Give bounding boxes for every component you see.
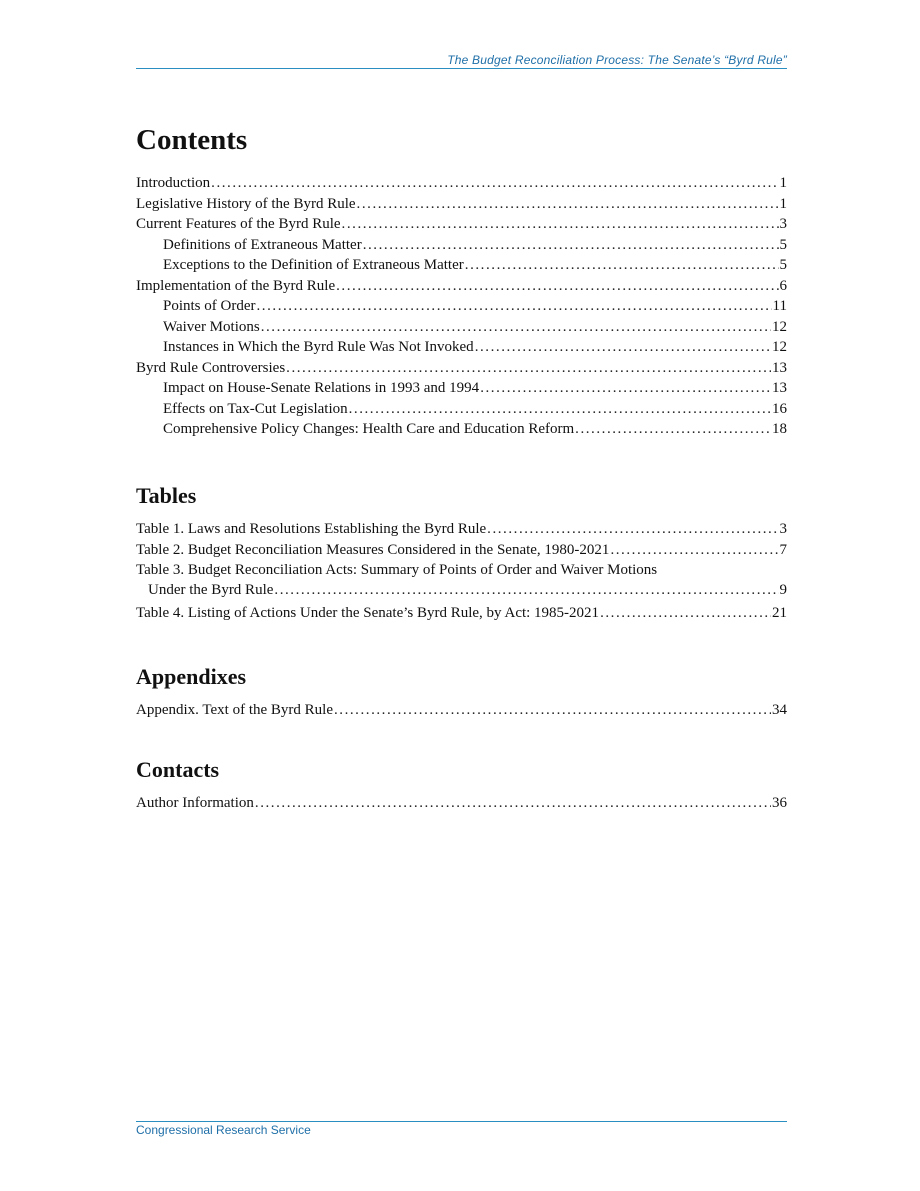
toc-entry-label: Table 1. Laws and Resolutions Establishing the Byrd Rule — [136, 521, 487, 537]
dot-leader — [363, 235, 779, 255]
toc-entry-label: Current Features of the Byrd Rule — [136, 216, 341, 232]
toc-entry[interactable] — [136, 296, 787, 317]
toc-entry-label: Instances in Which the Byrd Rule Was Not Invoked — [163, 339, 474, 355]
dot-leader — [357, 194, 779, 214]
toc-entry-label: Table 2. Budget Reconciliation Measures Considered in the Senate, 1980-2021 — [136, 541, 610, 558]
toc-entry-label: Comprehensive Policy Changes: Health Care and Education Reform — [163, 421, 575, 437]
dot-leader — [334, 700, 771, 720]
toc-entry-label: Implementation of the Byrd Rule — [136, 277, 336, 294]
toc-entry-page: 5 — [779, 257, 787, 273]
appendixes-list — [136, 700, 787, 721]
toc-entry-label: Legislative History of the Byrd Rule — [136, 195, 356, 212]
dot-leader — [336, 276, 778, 296]
toc-entry-page: 11 — [772, 298, 787, 314]
toc-entry[interactable] — [136, 235, 787, 256]
footer-divider — [136, 1121, 787, 1122]
toc-entry-page: 5 — [779, 236, 787, 253]
dot-leader — [465, 255, 779, 275]
toc-entry[interactable] — [136, 793, 787, 814]
toc-entry-label: Impact on House-Senate Relations in 1993 and 1994 — [163, 380, 480, 396]
toc-entry-label: Points of Order — [163, 298, 256, 314]
toc-entry-label-continued: Under the Byrd Rule — [148, 582, 274, 598]
toc-entry[interactable] — [136, 194, 787, 215]
toc-entry[interactable] — [136, 358, 787, 379]
toc-entry[interactable] — [136, 540, 787, 561]
dot-leader — [610, 540, 778, 560]
running-header: The Budget Reconciliation Process: The Senate’s “Byrd Rule” — [447, 53, 787, 67]
dot-leader — [274, 580, 778, 600]
toc-entry-page: 13 — [772, 380, 787, 396]
toc-entry-label: Effects on Tax-Cut Legislation — [163, 400, 348, 417]
toc-entry-page: 16 — [772, 400, 787, 417]
contacts-list — [136, 793, 787, 814]
toc-entry[interactable] — [136, 700, 787, 721]
dot-leader — [261, 317, 771, 337]
toc-entry-label: Waiver Motions — [163, 318, 260, 335]
toc-entry[interactable] — [136, 378, 787, 399]
toc-entry-page: 9 — [779, 582, 787, 598]
dot-leader — [349, 399, 771, 419]
toc-entry[interactable] — [136, 173, 787, 194]
toc-entry-page: 13 — [772, 359, 787, 376]
toc-entry[interactable] — [136, 519, 787, 540]
dot-leader — [286, 358, 771, 378]
toc-entry-page: 21 — [772, 605, 787, 621]
dot-leader — [600, 603, 771, 623]
appendixes-heading: Appendixes — [136, 664, 247, 689]
dot-leader — [475, 337, 771, 357]
tables-list — [136, 519, 787, 624]
toc-entry-page: 34 — [772, 702, 787, 718]
header-divider — [136, 68, 787, 69]
toc-entry-label: Table 4. Listing of Actions Under the Senate’s Byrd Rule, by Act: 1985-2021 — [136, 605, 600, 621]
toc-entry-label: Author Information — [136, 795, 254, 811]
contacts-heading: Contacts — [136, 757, 220, 782]
dot-leader — [257, 296, 772, 316]
toc-entry-page: 7 — [779, 541, 787, 558]
toc-entry[interactable] — [136, 276, 787, 297]
toc-entry-label: Introduction — [136, 175, 211, 191]
toc-entry-page: 1 — [779, 175, 787, 191]
toc-entry-page: 1 — [779, 195, 787, 212]
toc-entry-page: 3 — [779, 521, 787, 537]
toc-entry-page: 18 — [772, 421, 787, 437]
toc-entry-page: 12 — [772, 318, 787, 335]
toc-entry[interactable] — [136, 560, 787, 600]
toc-entry-page: 12 — [772, 339, 787, 355]
footer-org: Congressional Research Service — [136, 1123, 311, 1137]
dot-leader — [575, 419, 771, 439]
toc-entry[interactable] — [136, 337, 787, 358]
dot-leader — [255, 793, 771, 813]
toc-entry[interactable] — [136, 317, 787, 338]
toc-entry-label: Byrd Rule Controversies — [136, 359, 286, 376]
toc-entry-label: Definitions of Extraneous Matter — [163, 236, 362, 253]
contents-list — [136, 173, 787, 440]
toc-entry[interactable] — [136, 419, 787, 440]
contents-heading: Contents — [136, 124, 248, 156]
toc-entry-page: 6 — [779, 277, 787, 294]
toc-entry-page: 36 — [772, 795, 787, 811]
toc-entry[interactable] — [136, 603, 787, 624]
toc-entry-label: Appendix. Text of the Byrd Rule — [136, 702, 333, 718]
dot-leader — [211, 173, 778, 193]
dot-leader — [487, 519, 778, 539]
toc-entry[interactable] — [136, 214, 787, 235]
toc-entry[interactable] — [136, 399, 787, 420]
dot-leader — [342, 214, 779, 234]
dot-leader — [480, 378, 771, 398]
tables-heading: Tables — [136, 483, 197, 508]
toc-entry-label: Exceptions to the Definition of Extraneous Matter — [163, 257, 464, 273]
toc-entry[interactable] — [136, 255, 787, 276]
toc-entry-page: 3 — [779, 216, 787, 232]
toc-entry-label: Table 3. Budget Reconciliation Acts: Summary of Points of Order and Waiver Motions — [136, 562, 658, 578]
